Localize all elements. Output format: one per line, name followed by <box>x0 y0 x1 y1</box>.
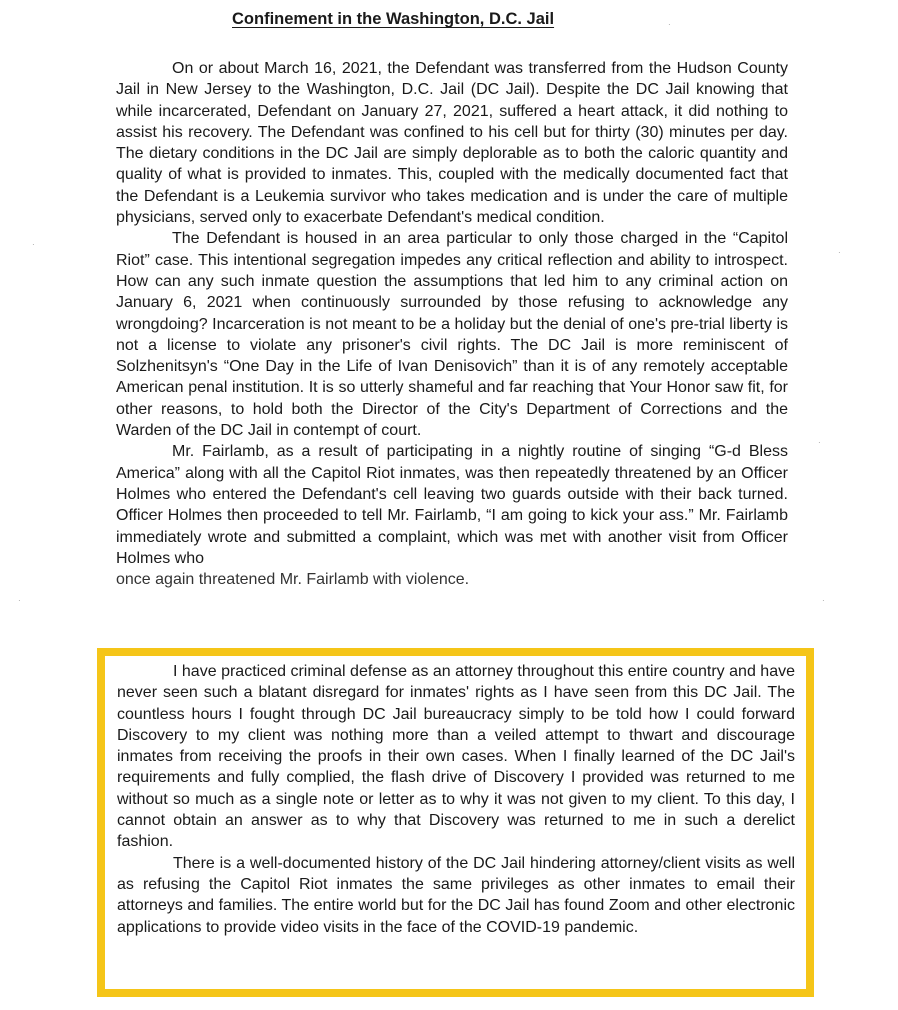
scan-speck: · <box>668 20 671 29</box>
scan-speck: · <box>18 596 21 605</box>
highlight-box <box>97 648 814 997</box>
scan-speck: · <box>818 438 821 447</box>
scan-speck: · <box>32 240 35 249</box>
highlighted-text <box>117 661 795 938</box>
paragraph-attorney-visits: There is a well-documented history of the DC Jail hindering attorney/client visits as well as refusing the Capitol Riot inmates the same privileges as other inmates to email their attorneys and families. The entire world but for the DC Jail has found Zoom and other electronic applications to provide video visits in the face of the COVID-19 pandemic. <box>117 854 795 936</box>
page-title: Confinement in the Washington, D.C. Jail <box>232 10 555 28</box>
scan-speck: · <box>822 596 825 605</box>
paragraph-attorney-experience: I have practiced criminal defense as an attorney throughout this entire country and have never seen such a blatant disregard for inmates' rights as I have seen from this DC Jail. The countless hours I fought through DC Jail bureaucracy simply to be told how I could forward Discovery to my client was nothing more than a veiled attempt to thwart and discourage inmates from receiving the proofs in their own cases. When I finally learned of the DC Jail's requirements and fully complied, the flash drive of Discovery I provided was returned to me without so much as a single note or letter as to why it was not given to my client. To this day, I cannot obtain an answer as to why that Discovery was returned to me in such a derelict fashion. <box>117 663 795 851</box>
scan-speck: · <box>838 248 841 257</box>
document-body <box>116 58 788 589</box>
paragraph-transfer: On or about March 16, 2021, the Defendant was transferred from the Hudson County Jail in New Jersey to the Washington, D.C. Jail (DC Jail). Despite the DC Jail knowing that while incarcerated, Defendant on January 27, 2021, suffered a heart attack, it did nothing to assist his recovery. The Defendant was confined to his cell but for thirty (30) minutes per day. The dietary conditions in the DC Jail are simply deplorable as to both the caloric quantity and quality of what is provided to inmates. This, coupled with the medically documented fact that the Defendant is a Leukemia survivor who takes medication and is under the care of multiple physicians, served only to exacerbate Defendant's medical condition. <box>116 60 788 227</box>
paragraph-cut-line: once again threatened Mr. Fairlamb with violence. <box>116 571 470 589</box>
paragraph-officer-holmes: Mr. Fairlamb, as a result of participating in a nightly routine of singing “G-d Bless America” along with all the Capitol Riot inmates, was then repeatedly threatened by an Officer Holmes who entered the Defendant's cell leaving two guards outside with their back turned. Officer Holmes then proceeded to tell Mr. Fairlamb, “I am going to kick your ass.” Mr. Fairlamb immediately wrote and submitted a complaint, which was met with another visit from Officer Holmes who <box>116 443 788 567</box>
paragraph-segregation: The Defendant is housed in an area particular to only those charged in the “Capitol Riot” case. This intentional segregation impedes any critical reflection and ability to introspect. How can any such inmate question the assumptions that led him to any criminal action on January 6, 2021 when continuously surrounded by those refusing to acknowledge any wrongdoing? Incarceration is not meant to be a holiday but the denial of one's pre-trial liberty is not a license to violate any prisoner's civil rights. The DC Jail is more reminiscent of Solzhenitsyn's “One Day in the Life of Ivan Denisovich” than it is of any remotely acceptable American penal institution. It is so utterly shameful and far reaching that Your Honor saw fit, for other reasons, to hold both the Director of the City's Department of Corrections and the Warden of the DC Jail in contempt of court. <box>116 230 788 440</box>
